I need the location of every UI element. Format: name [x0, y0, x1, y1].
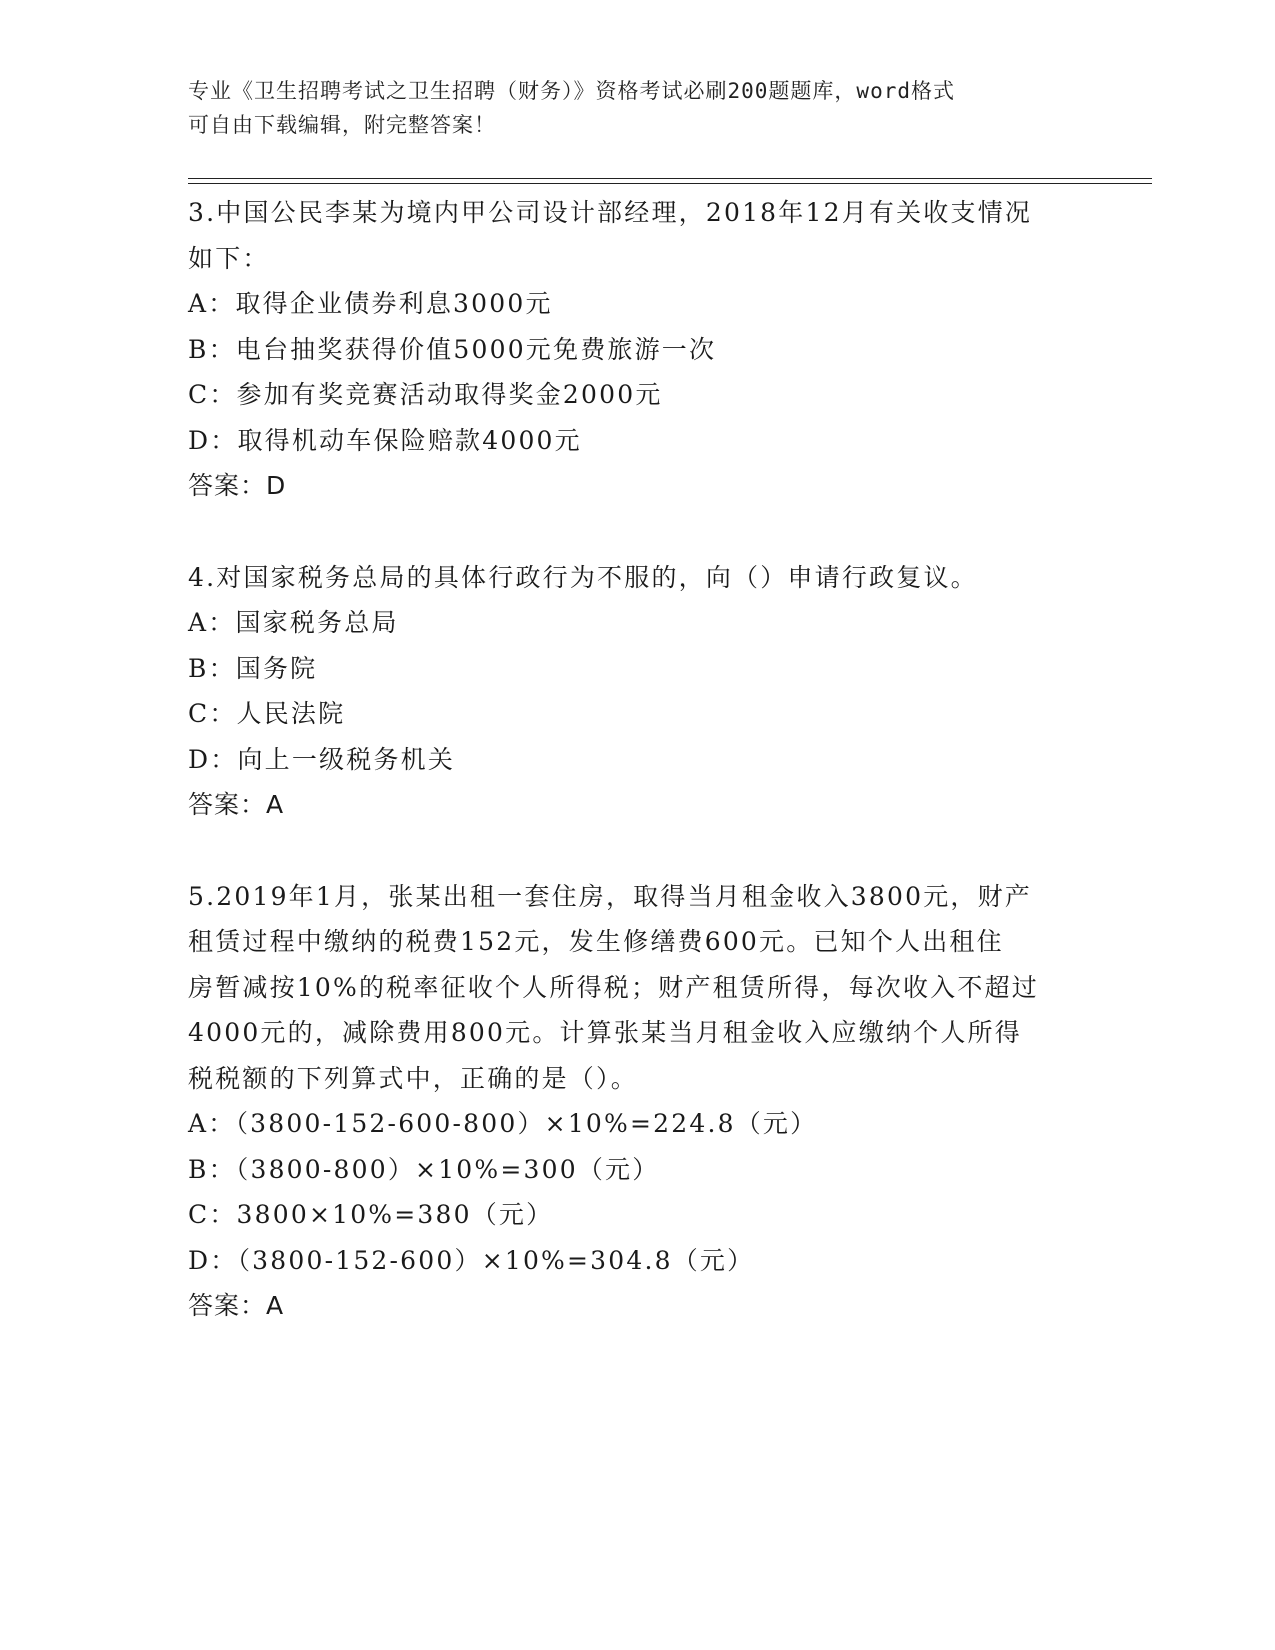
question-spacer	[188, 509, 1088, 555]
option-b: B：电台抽奖获得价值5000元免费旅游一次	[188, 334, 717, 364]
answer-line: 答案：A	[188, 790, 285, 819]
option-a: A：取得企业债券利息3000元	[188, 289, 553, 318]
question-text-line: 房暂减按10%的税率征收个人所得税；财产租赁所得，每次收入不超过	[188, 972, 1039, 1002]
option-d: D：向上一级税务机关	[188, 744, 456, 774]
header-title-line-1: 专业《卫生招聘考试之卫生招聘（财务）》资格考试必刷200题题库，word格式	[188, 79, 955, 103]
option-c: C：参加有奖竞赛活动取得奖金2000元	[188, 380, 663, 409]
question-text-line: 5.2019年1月，张某出租一套住房，取得当月租金收入3800元，财产	[188, 881, 1033, 911]
question-spacer	[188, 828, 1088, 874]
answer-line: 答案：A	[188, 1291, 285, 1320]
option-d: D：取得机动车保险赔款4000元	[188, 425, 582, 455]
question-text-line: 租赁过程中缴纳的税费152元，发生修缮费600元。已知个人出租住	[188, 927, 1004, 956]
option-b: B：（3800-800）×10%=300（元）	[188, 1154, 660, 1184]
option-a: A：（3800-152-600-800）×10%=224.8（元）	[188, 1109, 818, 1138]
header-divider-bottom	[188, 183, 1152, 184]
answer-line: 答案：D	[188, 471, 287, 500]
header-title-line-2: 可自由下载编辑，附完整答案！	[188, 113, 496, 137]
option-a: A：国家税务总局	[188, 608, 399, 637]
option-d: D：（3800-152-600）×10%=304.8（元）	[188, 1245, 755, 1275]
question-3	[188, 190, 1088, 509]
question-text-line: 税税额的下列算式中，正确的是（）。	[188, 1063, 638, 1093]
option-c: C：3800×10%=380（元）	[188, 1200, 554, 1229]
question-text-line: 4000元的，减除费用800元。计算张某当月租金收入应缴纳个人所得	[188, 1018, 1022, 1047]
option-b: B：国务院	[188, 653, 318, 683]
question-list	[188, 190, 1088, 1329]
header-divider-top	[188, 178, 1152, 179]
question-text-line: 4.对国家税务总局的具体行政行为不服的，向（）申请行政复议。	[188, 562, 978, 592]
question-5	[188, 874, 1088, 1329]
question-text-line: 如下：	[188, 243, 270, 273]
option-c: C：人民法院	[188, 699, 346, 728]
question-text-line: 3.中国公民李某为境内甲公司设计部经理，2018年12月有关收支情况	[188, 198, 1033, 227]
document-header	[188, 74, 1088, 142]
question-4	[188, 555, 1088, 828]
